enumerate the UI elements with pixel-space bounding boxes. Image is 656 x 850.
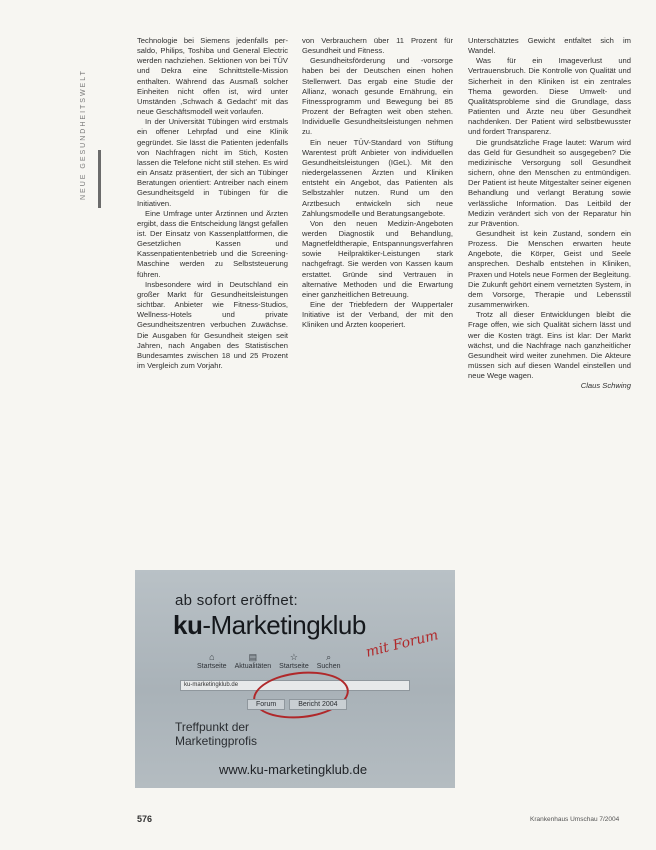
ad-brand-logo	[173, 610, 366, 641]
paragraph: Von den neuen Medizin-Angeboten werden Diagnostik und Behandlung, Magnetfeldtherapie, Entspannungsverfahren sowie Heilpraktiker-Leistungen stark nachgefragt. Sie werden von Kassen kaum erstattet. Gründe sind Vertrauen in alternative Methoden und die Erwartung einer ganzheitlichen Betreuung.	[302, 218, 453, 299]
section-label: NEUE GESUNDHEITSWELT	[80, 69, 87, 200]
advertisement[interactable]	[135, 570, 455, 788]
ad-url-field: ku-marketingklub.de	[180, 680, 410, 691]
paragraph: Technologie bei Siemens jedenfalls per-saldo, Philips, Toshiba und General Electric werden nachziehen. Sektionen von bei TÜV und Dekra eine Schnittstelle-Mission enthalten. Während das Ausmaß solcher Einheiten nicht offen ist, wird unter Umständen ,Schwach & Gedacht' mit das neue Geschäftsmodell weit vorlaufen.	[137, 36, 288, 117]
ad-headline: ab sofort eröffnet:	[175, 592, 298, 609]
ad-tabs	[247, 699, 347, 710]
paragraph: Trotz all dieser Entwicklungen bleibt die Frage offen, wie sich Qualität sichern lässt und wer die Kosten trägt. Eins ist klar: Der Markt wächst, und die Nachfrage nach ganzheitlicher Gesundheit wird weiter zunehmen. Die Akteure müssen sich auf diesen Wandel einstellen und neue Wege wagen.	[468, 310, 631, 381]
paragraph: In der Universität Tübingen wird erstmals ein offener Lehrpfad und eine Klinik gegründet. Sie lässt die Patienten jedenfalls von Nachfragen nicht im Stich, Kosten lassen die Telefone nicht still stehen. Es wird ein Ansatz präsentiert, der sich an Tübinger Beratungen orientiert: Antreiber nach einem Gesundheitsgeld in Tübingen für die Initiativen.	[137, 117, 288, 208]
search-icon: ⌕	[326, 652, 332, 662]
ad-tab-forum: Forum	[247, 699, 285, 710]
paragraph: Unterschätztes Gewicht entfaltet sich im Wandel.	[468, 36, 631, 56]
ad-tagline-line-1: Treffpunkt der	[175, 720, 250, 734]
ad-tagline-line-2: Marketingprofis	[175, 734, 258, 748]
paragraph: von Verbrauchern über 11 Prozent für Gesundheit und Fitness.	[302, 36, 453, 56]
paragraph: Ein neuer TÜV-Standard von Stiftung Warentest prüft Anbieter von individuellen Gesundheitsleistungen (IGeL). Mit den niedergelassenen Ärzten und Kliniken entsteht ein Angebot, das Patienten als Selbstzahler nutzen. Rund um den Arztbesuch entwickeln sich neue Zahlungsmodelle und Beratungsangebote.	[302, 137, 453, 218]
publication-source: Krankenhaus Umschau 7/2004	[530, 816, 620, 823]
section-marker-bar	[98, 150, 101, 208]
paragraph: Eine Umfrage unter Ärztinnen und Ärzten ergibt, dass die Entscheidung längst gefallen ist. Der Einsatz von Kassenplattformen, die Gesetzlichen Kassen und Kassenpatientenbetrieb und die Screening-Maschine werden zu Selbststeuerung führen.	[137, 208, 288, 279]
ad-nav-item	[235, 652, 272, 670]
paragraph: Was für ein Imageverlust und Vertrauensbruch. Die Kontrolle von Qualität und Sicherheit in den Kliniken ist ein zentrales Thema geworden. Diese Umwelt- und Qualitätsprobleme sind die Grundlage, dass Patienten und Ärzte neu über Gesundheit nachdenken. Der Patient wird selbstbewusster und fordert Transparenz.	[468, 56, 631, 137]
ad-nav-label: Startseite	[197, 663, 227, 670]
ad-nav-item	[279, 652, 309, 670]
ad-script-overlay: mit Forum	[364, 627, 441, 661]
ad-nav-label: Suchen	[316, 663, 341, 670]
paragraph: Insbesondere wird in Deutschland ein großer Markt für Gesundheitsleistungen sichtbar. Anbieter wie Fitness-Studios, Wellness-Hotels und private Gesundheitszentren verbuchen Zuwächse. Die Ausgaben für Gesundheit steigen seit Jahren, nach Angaben des Statistischen Bundesamtes zwischen 18 und 25 Prozent im Vergleich zum Vorjahr.	[137, 279, 288, 370]
news-icon: ▤	[248, 652, 258, 662]
author-signature: Claus Schwing	[580, 381, 631, 391]
text-column-3	[468, 36, 631, 788]
ad-brand-ku: ku	[173, 610, 203, 640]
ad-nav-bar	[197, 652, 341, 670]
ad-tab-bericht: Bericht 2004	[289, 699, 346, 710]
home-icon: ⌂	[209, 652, 215, 662]
paragraph: Die grundsätzliche Frage lautet: Warum wird das Geld für Gesundheit so ausgegeben? Die medizinische Versorgung soll Gesundheit sichern, ohne den Menschen zu entmündigen. Der Patient ist heute Mitgestalter seiner eigenen Behandlung und verlangt Beratung sowie verlässliche Information. Das Leitbild der Medizin verändert sich von der Reparatur hin zur Prävention.	[468, 137, 631, 228]
ad-nav-item	[197, 652, 227, 670]
ad-nav-label: Startseite	[279, 663, 309, 670]
text-column-2	[302, 36, 453, 540]
ad-tagline	[175, 720, 257, 748]
ad-highlight-oval	[251, 667, 351, 723]
page-number: 576	[137, 814, 153, 824]
paragraph: Eine der Triebfedern der Wuppertaler Initiative ist der Verband, der mit den Kliniken und Ärzten kooperiert.	[302, 300, 453, 330]
paragraph: Gesundheit ist kein Zustand, sondern ein Prozess. Die Menschen erwarten heute Angebote, die Körper, Geist und Seele ansprechen. Deshalb entstehen in Kliniken, Praxen und Hotels neue Formen der Begleitung. Die Zukunft gehört einem vernetzten System, in dem Vorsorge, Therapie und Lebensstil zusammenwirken.	[468, 228, 631, 310]
ad-nav-item	[317, 652, 341, 670]
paragraph: Gesundheitsförderung und -vorsorge haben bei der Deutschen einen hohen Stellenwert. Das ergab eine Studie der Allianz, wonach gesunde Ernährung, ein Fitnessprogramm und Bewegung bei 85 Prozent der Befragten weit oben stehen. Individuelle Gesundheitsleistungen nehmen zu.	[302, 56, 453, 137]
ad-brand-rest: -Marketingklub	[202, 610, 366, 640]
text-column-1	[137, 36, 288, 540]
star-icon: ☆	[289, 652, 298, 662]
ad-website-link[interactable]: www.ku-marketingklub.de	[219, 762, 368, 777]
ad-nav-label: Aktualitäten	[234, 663, 272, 670]
